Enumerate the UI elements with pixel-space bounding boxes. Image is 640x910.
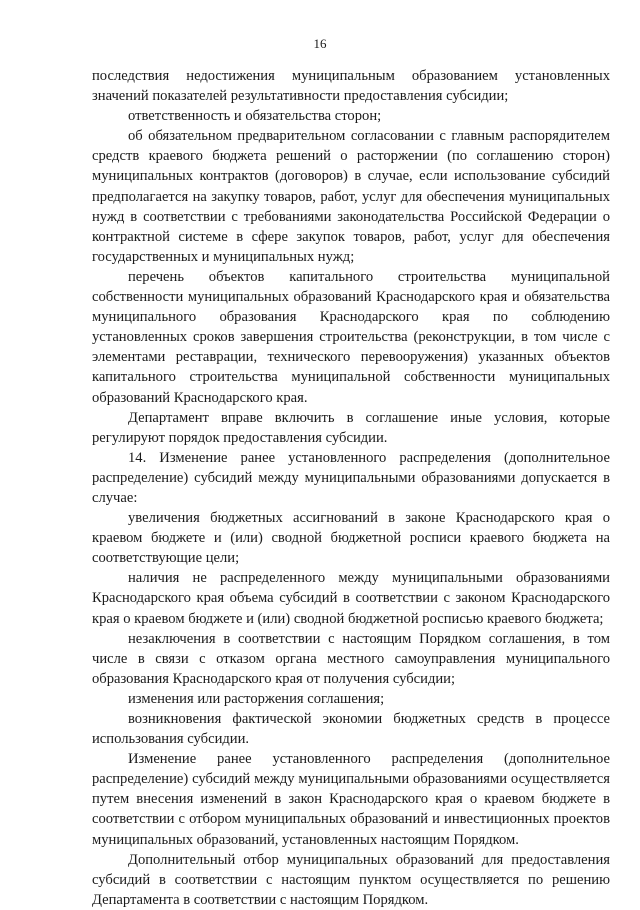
paragraph-6: 14. Изменение ранее установленного распределения (дополнительное распределение) субсидий между муниципальными образованиями допускается в случае: [92, 449, 610, 506]
page-number: 16 [313, 36, 327, 51]
paragraph-7: увеличения бюджетных ассигнований в законе Краснодарского края о краевом бюджете и (или) сводной бюджетной росписи краевого бюджета на соответствующие цели; [92, 510, 610, 567]
paragraph-10: изменения или расторжения соглашения; [128, 690, 385, 707]
paragraph-2: ответственность и обязательства сторон; [128, 108, 382, 125]
paragraph-5: Департамент вправе включить в соглашение иные условия, которые регулируют порядок предоставления субсидии. [92, 409, 610, 446]
paragraph-8: наличия не распределенного между муниципальными образованиями Краснодарского края объема субсидий в соответствии с законом Краснодарского края о краевом бюджете и (или) сводной бюджетной росписью краевого бюджета; [92, 570, 610, 627]
document-body [92, 66, 610, 910]
paragraph-9: незаключения в соответствии с настоящим Порядком соглашения, в том числе в связи с отказом органа местного самоуправления муниципального образования Краснодарского края от получения субсидии; [92, 630, 610, 687]
paragraph-13: Дополнительный отбор муниципальных образований для предоставления субсидий в соответствии с настоящим пунктом осуществляется по решению Департамента в соответствии с настоящим Порядком. [92, 851, 610, 908]
paragraph-11: возникновения фактической экономии бюджетных средств в процессе использования субсидии. [92, 711, 610, 748]
paragraph-4: перечень объектов капитального строительства муниципальной собственности муниципальных образований Краснодарского края и обязательства муниципального образования Краснодарского края по соблюдению установленных сроков завершения строительства (реконструкции, в том числе с элементами реставрации, технического перевооружения) указанных объектов капитального строительства муниципальной собственности муниципальных образований Краснодарского края. [92, 268, 610, 406]
paragraph-12: Изменение ранее установленного распределения (дополнительное распределение) субсидий между муниципальными образованиями осуществляется путем внесения изменений в закон Краснодарского края о краевом бюджете в соответствии с отбором муниципальных образований и инвестиционных проектов муниципальных образований, установленных настоящим Порядком. [92, 751, 610, 848]
paragraph-3: об обязательном предварительном согласовании с главным распорядителем средств краевого бюджета решений о расторжении (по соглашению сторон) муниципальных контрактов (договоров) в случае, если использование субсидий предполагается на закупку товаров, работ, услуг для обеспечения муниципальных нужд в соответствии с требованиями законодательства Российской Федерации о контрактной системе в сфере закупок товаров, работ, услуг для обеспечения государственных и муниципальных нужд; [92, 128, 610, 265]
paragraph-1: последствия недостижения муниципальным образованием установленных значений показателей результативности предоставления субсидии; [92, 68, 610, 105]
